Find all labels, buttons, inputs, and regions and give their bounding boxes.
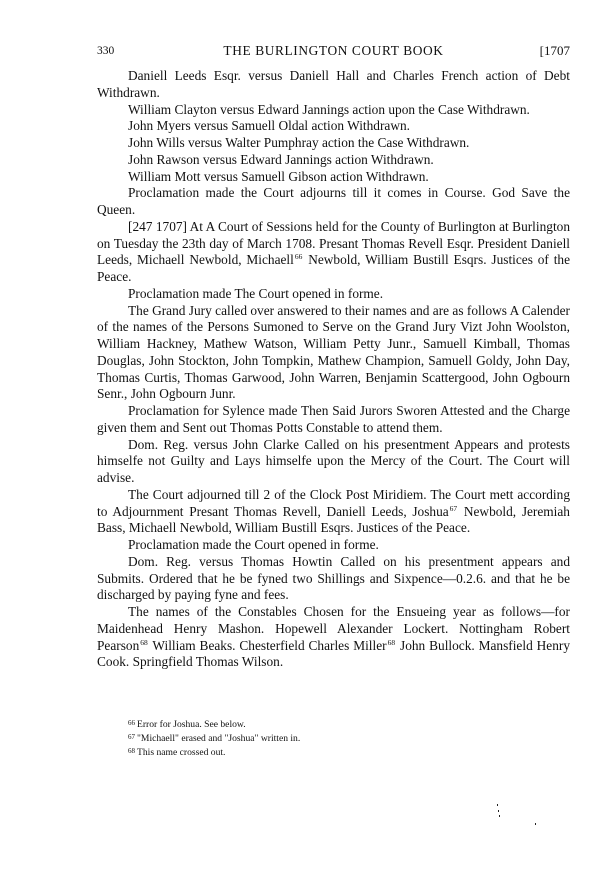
paragraph-myers-v-oldal: John Myers versus Samuell Oldal action Withdrawn. xyxy=(128,118,410,134)
paragraph-wills-v-pumphray: John Wills versus Walter Pumphray action the Case Withdrawn. xyxy=(128,135,470,150)
footnotes xyxy=(128,717,528,760)
footnote-text: "Michaell" erased and "Joshua" written in. xyxy=(137,733,301,745)
footnote-67 xyxy=(128,731,528,745)
paragraph-court-adjourned-afternoon xyxy=(97,487,570,537)
body-text xyxy=(97,68,570,671)
paragraph-court-of-sessions xyxy=(97,219,570,286)
paragraph-mott-v-gibson: William Mott versus Samuell Gibson action Withdrawn. xyxy=(128,168,429,184)
paragraph-court-adjourns: Proclamation made the Court adjourns till it comes in Course. God Save the Queen. xyxy=(97,185,570,217)
text-segment: Newbold, William Bustill Esqrs. Justices of the Peace. xyxy=(97,252,571,284)
running-year: [1707 xyxy=(539,43,570,58)
footnote-marker: 68 xyxy=(128,747,135,756)
text-segment: The Court adjourned till 2 of the Clock Post Miridiem. The Court mett according to Adjournment Presant Thomas Revell, Daniell Leeds, Joshua xyxy=(97,486,570,519)
footnote-ref: 68 xyxy=(387,637,396,647)
footnote-ref: 67 xyxy=(449,503,458,513)
running-head xyxy=(97,43,570,61)
paragraph-constables-chosen xyxy=(97,604,570,671)
text-segment: Newbold, Jeremiah Bass, Michaell Newbold, William Bustill Esqrs. Justices of the Peace. xyxy=(97,503,570,536)
paragraph-court-opened-2: Proclamation made the Court opened in forme. xyxy=(128,537,379,552)
footnote-marker: 66 xyxy=(128,719,135,727)
paragraph-rawson-v-jannings: John Rawson versus Edward Jannings action Withdrawn. xyxy=(128,151,434,167)
text-segment: [247 1707] At A Court of Sessions held for the County of Burlington at Burlington on Tuesday the 23th day of March 1708. Presant Thomas Revell Esqr. President Daniell Leeds, Michaell Newbold, Michaell xyxy=(97,218,570,268)
footnote-text: This name crossed out. xyxy=(137,747,226,759)
paragraph-grand-jury: The Grand Jury called over answered to their names and are as follows A Calender of the names of the Persons Sumoned to Serve on the Grand Jury Vizt John Woolston, William Hackney, Mathew Watson, William Petty Junr., Samuell Kimball, Thomas Douglas, John Stockton, John Tompkin, Mathew Champion, Samuell Goldy, John Day, Thomas Curtis, Thomas Garwood, John Warren, Benjamin Scattergood, John Ogbourn Senr., John Ogbourn Junr. xyxy=(97,302,570,402)
footnote-text: Error for Joshua. See below. xyxy=(137,719,246,730)
text-segment: John Bullock. Mansfield Henry Cook. Springfield Thomas Wilson. xyxy=(97,637,571,670)
text-segment: The names of the Constables Chosen for the Ensueing year as follows—for Maidenhead Henry Mashon. Hopewell Alexander Lockert. Nottingham Robert Pearson xyxy=(97,604,570,653)
scan-speck xyxy=(499,815,500,817)
paragraph-dom-reg-v-howtin: Dom. Reg. versus Thomas Howtin Called on his presentment appears and Submits. Ordered that he be fyned two Shillings and Sixpence—0.2.6. and that he be discharged by paying fyne and fees. xyxy=(97,553,570,603)
paragraph-dom-reg-v-clarke: Dom. Reg. versus John Clarke Called on his presentment Appears and protests himselfe not Guilty and Lays himselfe upon the Mercy of the Court. The Court will advise. xyxy=(97,436,570,485)
paragraph-clayton-v-jannings: William Clayton versus Edward Jannings action upon the Case Withdrawn. xyxy=(128,101,530,117)
scan-speck xyxy=(535,823,536,825)
text-segment: William Beaks. Chesterfield Charles Miller xyxy=(148,637,387,653)
book-title: THE BURLINGTON COURT BOOK xyxy=(223,43,444,58)
scan-speck xyxy=(498,810,499,812)
scan-speck xyxy=(497,804,498,806)
footnote-68 xyxy=(128,745,528,759)
paragraph-proclamation-sylence: Proclamation for Sylence made Then Said Jurors Sworen Attested and the Charge given them and Sent out Thomas Potts Constable to attend them. xyxy=(97,403,570,435)
paragraph-court-opened: Proclamation made The Court opened in forme. xyxy=(128,285,384,301)
footnote-ref: 68 xyxy=(140,637,148,647)
footnote-66 xyxy=(128,717,528,731)
footnote-ref: 66 xyxy=(294,252,303,262)
footnote-marker: 67 xyxy=(128,733,135,742)
paragraph-leeds-v-hall: Daniell Leeds Esqr. versus Daniell Hall and Charles French action of Debt Withdrawn. xyxy=(97,68,570,100)
page-number: 330 xyxy=(97,45,115,57)
